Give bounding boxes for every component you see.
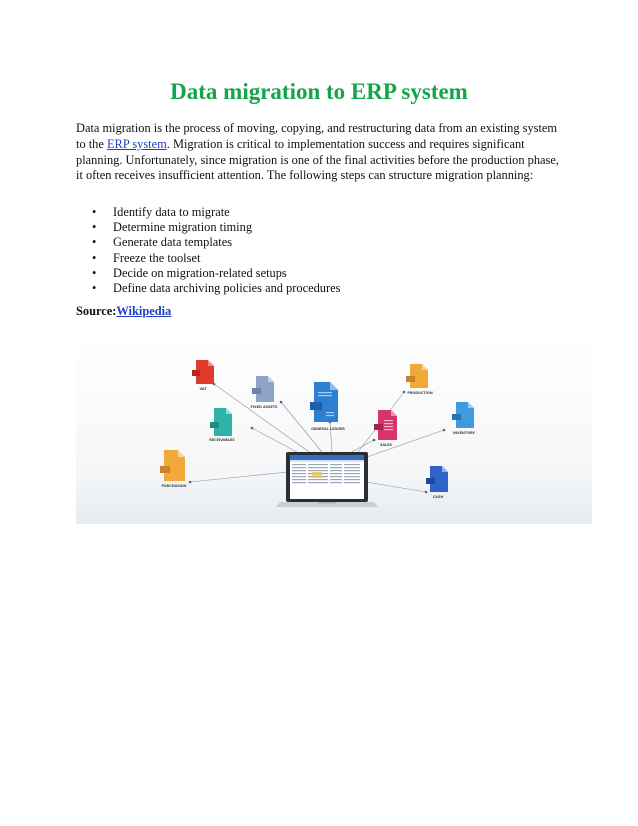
list-item bbox=[76, 281, 556, 296]
list-item-text: Decide on migration-related setups bbox=[113, 265, 287, 280]
migration-steps-list bbox=[76, 205, 556, 296]
vat-label: VAT bbox=[199, 387, 207, 391]
fixed-assets-label: FIXED ASSETS bbox=[250, 405, 278, 409]
list-item-text: Generate data templates bbox=[113, 235, 233, 250]
erp-system-link[interactable]: ERP system bbox=[106, 136, 167, 151]
intro-text-end: . Migration is critical to implementation success and requires significant planning. Unfortunately, since migration is one of the final activities before the production phase, it often receives insufficient attention. The following steps can structure migration planning: bbox=[76, 136, 559, 183]
erp-migration-diagram bbox=[76, 332, 592, 524]
page-title: Data migration to ERP system bbox=[170, 79, 468, 104]
list-item bbox=[76, 266, 556, 281]
purchasing-label: PURCHASING bbox=[161, 484, 187, 488]
source-label: Source: bbox=[76, 304, 117, 318]
list-item bbox=[76, 205, 556, 220]
bullet-icon: • bbox=[92, 220, 97, 235]
list-item-text: Identify data to migrate bbox=[113, 205, 230, 219]
bullet-icon: • bbox=[92, 250, 97, 265]
production-label: PRODUCTION bbox=[407, 391, 433, 395]
intro-text-start: Data migration is the process of moving, copying, and restructuring data from an existing system to the bbox=[76, 121, 558, 151]
intro-paragraph bbox=[76, 121, 568, 184]
bullet-icon: • bbox=[92, 205, 97, 219]
list-item-text: Define data archiving policies and procedures bbox=[113, 281, 341, 296]
bullet-icon: • bbox=[92, 235, 97, 250]
list-item bbox=[76, 235, 556, 250]
diagram-svg bbox=[76, 332, 592, 524]
list-item-text: Determine migration timing bbox=[113, 220, 253, 235]
list-item bbox=[76, 220, 556, 235]
general-ledger-label: GENERAL LEDGER bbox=[311, 427, 345, 431]
sales-label: SALES bbox=[380, 443, 392, 447]
wikipedia-link[interactable]: Wikipedia bbox=[116, 304, 172, 318]
receivables-label: RECEIVABLES bbox=[209, 438, 235, 442]
inventory-label: INVENTORY bbox=[453, 431, 475, 435]
bullet-icon: • bbox=[92, 265, 97, 280]
source-line bbox=[76, 304, 171, 319]
list-item bbox=[76, 251, 556, 266]
cash-label: CASH bbox=[432, 495, 444, 499]
bullet-icon: • bbox=[92, 281, 97, 296]
laptop-icon bbox=[276, 452, 378, 507]
list-item-text: Freeze the toolset bbox=[113, 250, 201, 265]
